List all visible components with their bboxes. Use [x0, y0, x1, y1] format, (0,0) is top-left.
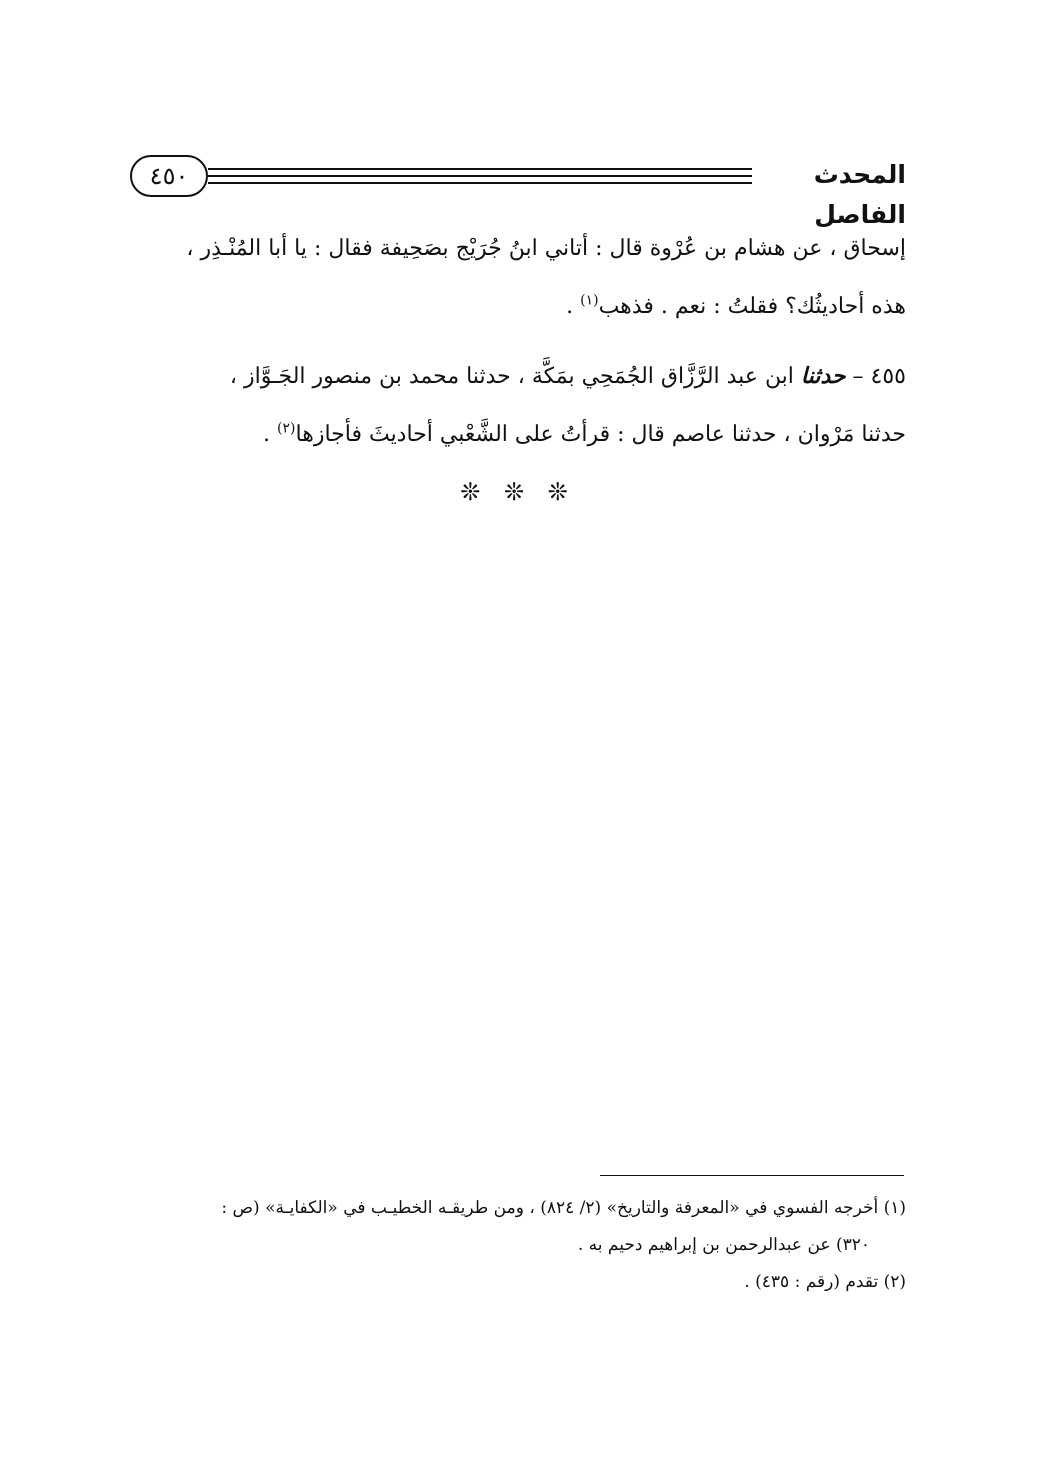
- text-segment: .: [263, 422, 278, 447]
- page-header: [130, 155, 906, 229]
- footnote-1: [130, 1190, 906, 1264]
- text-line: [130, 278, 906, 336]
- header-rule: [208, 175, 752, 177]
- paragraph-1: [130, 220, 906, 336]
- paragraph-455: [130, 348, 906, 464]
- header-rule: [208, 168, 752, 170]
- entry-number: ٤٥٥ –: [845, 364, 906, 389]
- footnote-reference[interactable]: (١): [580, 292, 599, 309]
- footnote-reference[interactable]: (٢): [277, 420, 296, 437]
- text-segment: .: [566, 294, 581, 319]
- text-segment: ابن عبد الرَّزَّاق الجُمَحِي بمَكَّة ، حدثنا محمد بن منصور الجَـوَّاز ،: [229, 364, 801, 389]
- text-segment: حدثنا مَرْوان ، حدثنا عاصم قال : قرأتُ على الشَّعْبي أحاديثَ فأجازها: [295, 422, 906, 447]
- section-separator: ❊ ❊ ❊: [460, 478, 576, 506]
- footnote-separator-rule: [600, 1175, 904, 1176]
- text-line: إسحاق ، عن هشام بن عُرْوة قال : أتاني ابنُ جُرَيْج بصَحِيفة فقال : يا أبا المُنْـذِر ،: [186, 236, 906, 261]
- text-segment: هذه أحاديثُك؟ فقلتُ : نعم . فذهب: [598, 294, 906, 319]
- entry-heading-word: حدثنا: [800, 364, 846, 389]
- header-rule: [208, 182, 752, 184]
- text-line: [130, 406, 906, 464]
- main-text: [130, 220, 906, 464]
- running-title: المحدث الفاصل: [813, 160, 906, 229]
- footnote-line: (٢) تقدم (رقم : ٤٣٥) .: [744, 1272, 906, 1292]
- footnote-2: [130, 1264, 906, 1301]
- text-line: [130, 348, 906, 406]
- footnote-line: ٣٢٠) عن عبدالرحمن بن إبراهيم دحيم به .: [577, 1235, 870, 1255]
- footnote-line: (١) أخرجه الفسوي في «المعرفة والتاريخ» (٢/ ٨٢٤) ، ومن طريقـه الخطيـب في «الكفايـة» (ص :: [221, 1198, 906, 1218]
- page-number: ٤٥٠: [130, 155, 208, 197]
- footnotes: [130, 1190, 906, 1301]
